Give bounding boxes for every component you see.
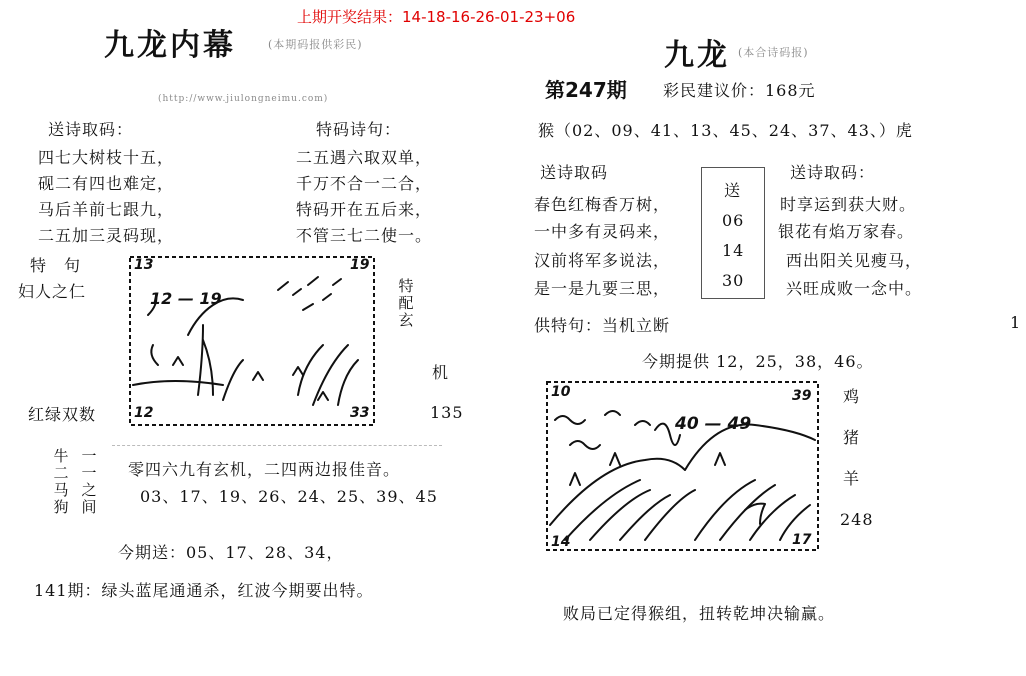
left-corner-bl: 12 xyxy=(134,405,154,421)
left-tejiu-label: 特 句 xyxy=(30,256,82,275)
right-corner-br: 17 xyxy=(792,532,812,548)
right-center-box xyxy=(701,167,765,299)
left-poem-line-2: 砚二有四也难定， xyxy=(38,174,175,193)
right-issue: 第247期 xyxy=(545,78,627,102)
right-poem-right-4: 兴旺成败一念中。 xyxy=(786,279,923,298)
left-vertical-text: 特配玄 xyxy=(398,277,414,329)
right-provide: 今期提供 12，25，38，46。 xyxy=(642,352,874,371)
right-center-box-2: 14 xyxy=(722,241,745,260)
right-corner-tl: 10 xyxy=(551,384,571,400)
left-sketch xyxy=(128,255,376,427)
left-ji: 机 xyxy=(432,363,450,382)
right-footer: 败局已定得猴组，扭转乾坤决输赢。 xyxy=(563,604,836,623)
right-poem-right-2: 银花有焰万家春。 xyxy=(778,222,915,241)
left-corner-tr: 19 xyxy=(350,257,370,273)
right-poem-left-3: 汉前将军多说法， xyxy=(534,251,671,270)
right-side-num: 248 xyxy=(840,510,874,529)
left-hongse: 红绿双数 xyxy=(28,405,97,424)
left-bottom-col2: 一一之间 xyxy=(81,447,97,516)
left-bottom-col1: 牛二马狗 xyxy=(53,447,69,516)
right-monkey-line: 猴（02、09、41、13、45、24、37、43、）虎 xyxy=(538,121,913,140)
left-tejiu-value: 妇人之仁 xyxy=(18,282,87,301)
right-poem-left-2: 一中多有灵码来， xyxy=(534,222,671,241)
right-corner-bl: 14 xyxy=(551,534,571,550)
right-price: 彩民建议价：168元 xyxy=(663,81,816,100)
right-side-animal-1: 鸡 xyxy=(843,387,861,406)
right-corner-tr: 39 xyxy=(792,388,812,404)
right-title: 九龙 xyxy=(664,38,730,73)
right-gongte: 供特句：当机立断 xyxy=(534,316,671,335)
left-special-heading: 特码诗句： xyxy=(316,120,402,139)
left-special-line-1: 二五遇六取双单， xyxy=(296,148,433,167)
left-title: 九龙内幕 xyxy=(104,28,236,63)
right-side-animal-3: 羊 xyxy=(843,469,861,488)
left-poem-line-4: 二五加三灵码现， xyxy=(38,226,175,245)
right-poem-left-1: 春色红梅香万树， xyxy=(534,195,671,214)
left-poem-heading: 送诗取码： xyxy=(48,120,134,139)
right-sketch xyxy=(545,380,820,552)
right-sketch-text: 40 — 49 xyxy=(675,414,752,434)
left-special-line-3: 特码开在五后来， xyxy=(296,200,433,219)
left-subtitle: (本期码报供彩民) xyxy=(268,38,363,51)
left-num-135: 135 xyxy=(430,403,464,422)
right-poem-left-heading: 送诗取码 xyxy=(540,163,609,182)
right-edge-mark: 1 xyxy=(1010,313,1022,332)
left-bottom-line-2: 03、17、19、26、24、25、39、45 xyxy=(140,487,438,506)
left-bottom-line-1: 零四六九有玄机，二四两边报佳音。 xyxy=(128,460,401,479)
right-poem-right-3: 西出阳关见瘦马， xyxy=(786,251,923,270)
right-center-box-3: 30 xyxy=(722,271,745,290)
right-poem-right-heading: 送诗取码： xyxy=(790,163,876,182)
right-center-box-1: 06 xyxy=(722,211,745,230)
left-special-line-4: 不管三七二使一。 xyxy=(296,226,433,245)
left-corner-br: 33 xyxy=(350,405,370,421)
right-side-animal-2: 猪 xyxy=(843,428,861,447)
last-result-header: 上期开奖结果：14-18-16-26-01-23+06 xyxy=(297,8,576,26)
left-sketch-text: 12 — 19 xyxy=(150,289,222,308)
left-jinqi: 今期送：05、17、28、34， xyxy=(118,543,344,562)
left-note-141: 141期：绿头蓝尾通通杀，红波今期要出特。 xyxy=(34,581,374,600)
right-subtitle: (本合诗码报) xyxy=(738,46,809,59)
right-center-box-0: 送 xyxy=(724,181,742,200)
left-special-line-2: 千万不合一二合， xyxy=(296,174,433,193)
left-url: (http://www.jiulongneimu.com) xyxy=(158,94,329,104)
right-poem-right-1: 时享运到获大财。 xyxy=(780,195,917,214)
left-sketch-drawing xyxy=(128,255,376,427)
left-poem-line-1: 四七大树枝十五， xyxy=(38,148,175,167)
left-corner-tl: 13 xyxy=(134,257,154,273)
left-poem-line-3: 马后羊前七跟九， xyxy=(38,200,175,219)
right-poem-left-4: 是一是九要三思， xyxy=(534,279,671,298)
left-divider xyxy=(112,445,442,446)
right-sketch-drawing xyxy=(545,380,820,552)
